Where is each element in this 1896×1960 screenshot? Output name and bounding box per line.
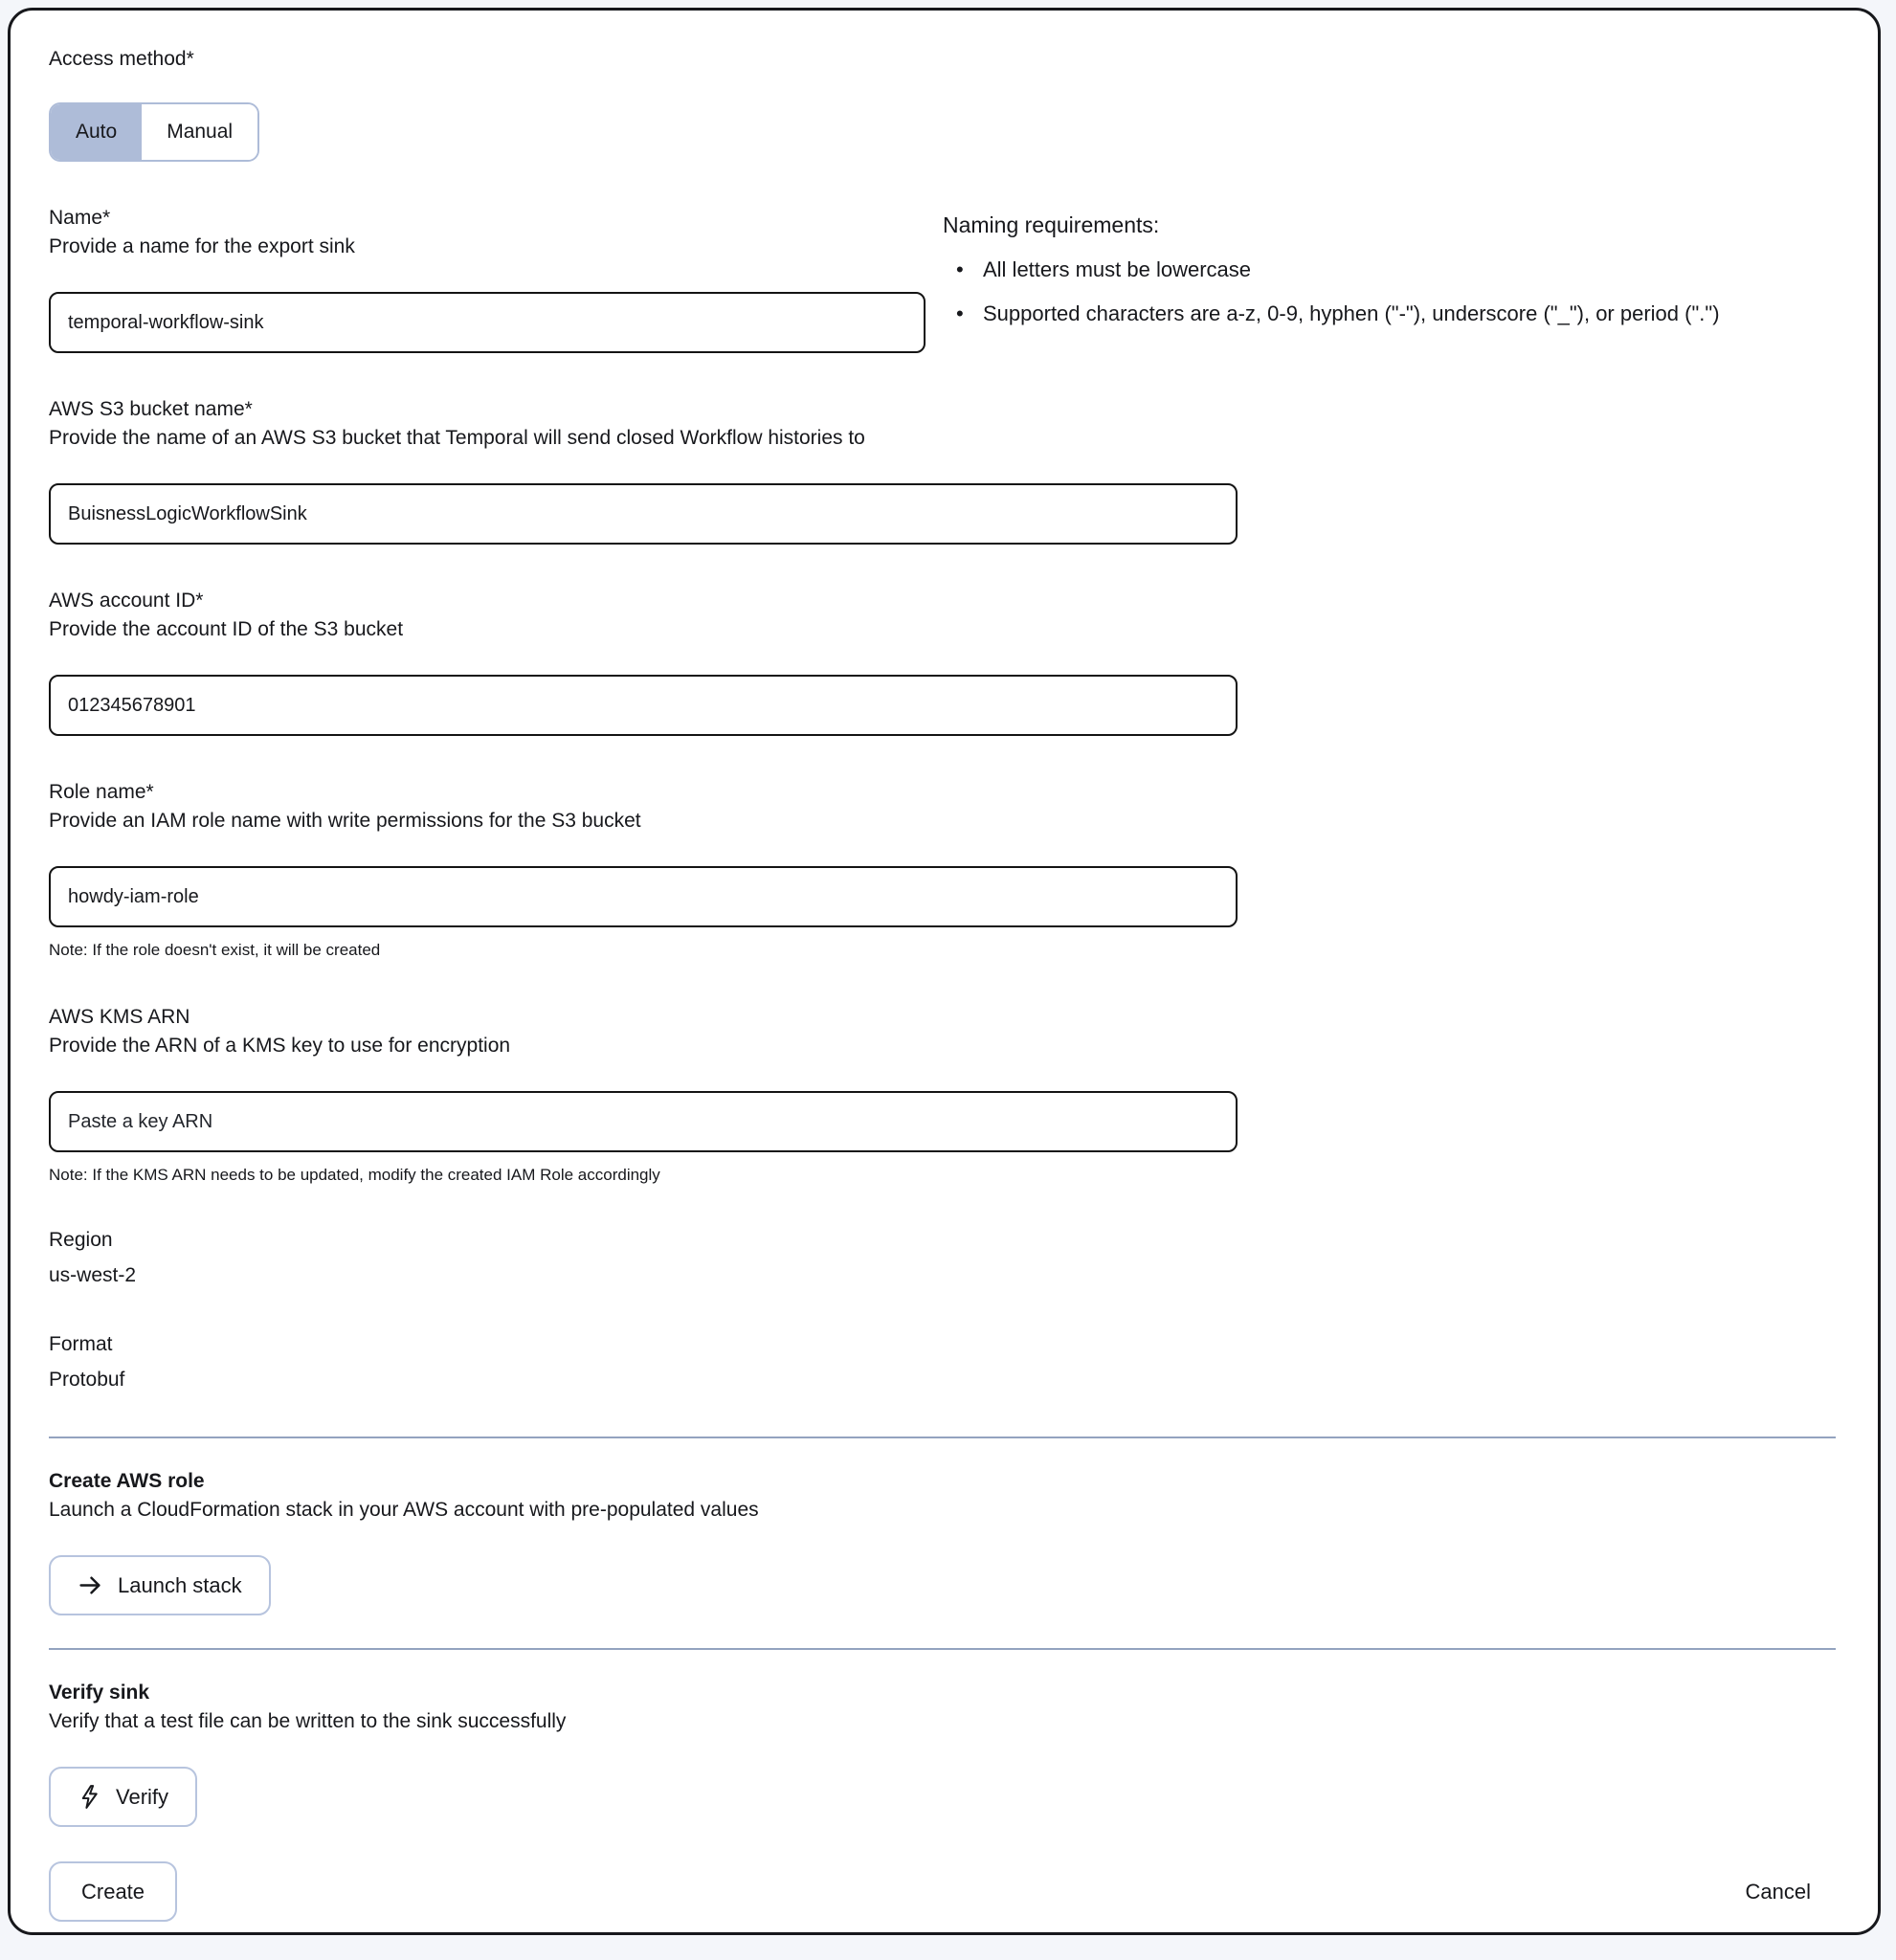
- format-value: Protobuf: [49, 1369, 125, 1391]
- launch-stack-button[interactable]: [49, 1555, 271, 1615]
- role-name-label: Role name*: [49, 781, 154, 803]
- verify-button[interactable]: [49, 1767, 197, 1827]
- account-id-description: Provide the account ID of the S3 bucket: [49, 618, 404, 640]
- account-id-label: AWS account ID*: [49, 590, 204, 612]
- cancel-button[interactable]: Cancel: [1745, 1879, 1811, 1904]
- account-id-input[interactable]: [49, 675, 1238, 736]
- format-readonly-field: [49, 1330, 1836, 1394]
- kms-arn-note: Note: If the KMS ARN needs to be updated, modify the created IAM Role accordingly: [49, 1166, 660, 1184]
- create-aws-role-section: [49, 1467, 1836, 1615]
- naming-requirement-item: • All letters must be lowercase: [943, 254, 1840, 285]
- form-actions: [49, 1861, 1836, 1922]
- create-button[interactable]: Create: [49, 1861, 177, 1922]
- role-name-description: Provide an IAM role name with write permissions for the S3 bucket: [49, 810, 641, 832]
- role-name-field-group: [49, 778, 1836, 961]
- s3-bucket-label: AWS S3 bucket name*: [49, 398, 253, 420]
- name-description: Provide a name for the export sink: [49, 235, 355, 257]
- create-aws-role-description: Launch a CloudFormation stack in your AWS account with pre-populated values: [49, 1499, 759, 1521]
- naming-requirements: [943, 210, 1840, 329]
- kms-arn-label: AWS KMS ARN: [49, 1006, 190, 1028]
- name-input[interactable]: [49, 292, 926, 353]
- format-label: Format: [49, 1333, 113, 1355]
- s3-bucket-description: Provide the name of an AWS S3 bucket that Temporal will send closed Workflow histories to: [49, 427, 865, 449]
- region-readonly-field: [49, 1226, 1836, 1290]
- launch-stack-button-label: Launch stack: [118, 1572, 242, 1597]
- kms-arn-description: Provide the ARN of a KMS key to use for encryption: [49, 1035, 511, 1057]
- verify-sink-description: Verify that a test file can be written to the sink successfully: [49, 1710, 567, 1732]
- region-value: us-west-2: [49, 1264, 137, 1286]
- role-name-note: Note: If the role doesn't exist, it will be created: [49, 941, 381, 959]
- name-label: Name*: [49, 207, 111, 229]
- naming-requirements-list: [943, 254, 1840, 329]
- naming-requirements-title: Naming requirements:: [943, 212, 1160, 237]
- export-sink-form-card: [8, 8, 1881, 1935]
- section-divider: [49, 1437, 1836, 1438]
- create-aws-role-title: Create AWS role: [49, 1470, 205, 1492]
- verify-sink-title: Verify sink: [49, 1682, 150, 1704]
- verify-sink-section: [49, 1679, 1836, 1827]
- access-method-label: Access method*: [49, 48, 194, 70]
- access-method-option-auto[interactable]: Auto: [51, 104, 142, 160]
- access-method-option-manual[interactable]: Manual: [142, 104, 257, 160]
- s3-bucket-input[interactable]: [49, 483, 1238, 545]
- region-label: Region: [49, 1229, 113, 1251]
- verify-button-label: Verify: [116, 1784, 169, 1809]
- arrow-right-icon: [78, 1572, 103, 1598]
- kms-arn-field-group: [49, 1003, 1836, 1186]
- lightning-icon: [78, 1784, 101, 1810]
- s3-bucket-field-group: [49, 395, 1836, 545]
- section-divider: [49, 1648, 1836, 1650]
- role-name-input[interactable]: [49, 866, 1238, 927]
- account-id-field-group: [49, 587, 1836, 736]
- naming-requirement-item: • Supported characters are a-z, 0-9, hyphen ("-"), underscore ("_"), or period ("."): [943, 298, 1840, 329]
- access-method-toggle: [49, 102, 259, 162]
- kms-arn-input[interactable]: [49, 1091, 1238, 1152]
